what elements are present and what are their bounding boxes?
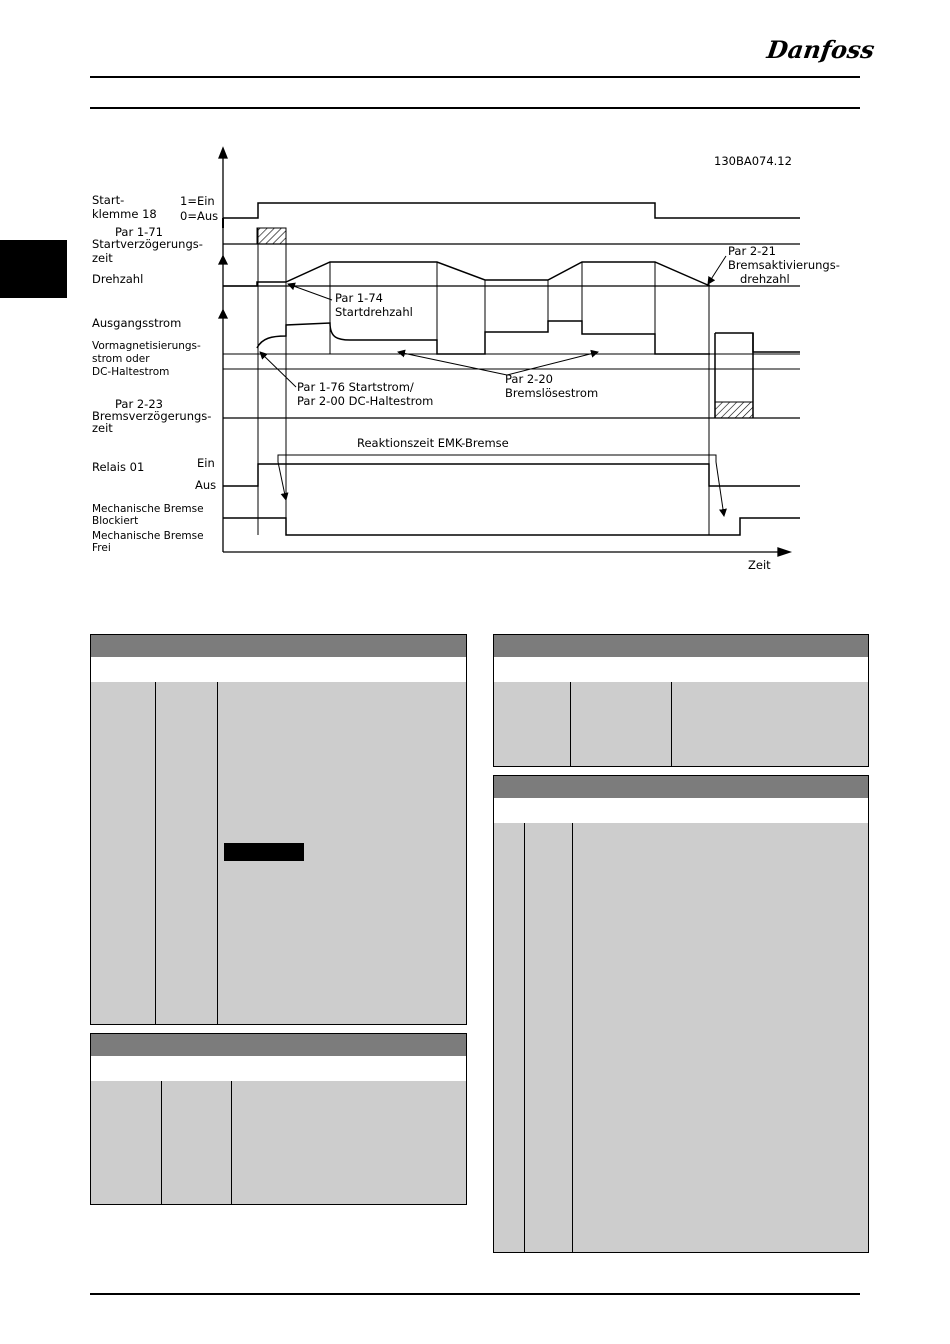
label-par-221b: Bremsaktivierungs- (728, 258, 840, 272)
label-par-174b: Startdrehzahl (335, 305, 413, 319)
param-table-subheader (91, 657, 466, 683)
label-mech-frei-2: Frei (92, 542, 111, 554)
redacted-bar (224, 843, 304, 861)
label-par-221c: drehzahl (740, 272, 790, 286)
label-bremsverz: Bremsverzögerungs- (92, 409, 212, 423)
param-table-right-1 (493, 634, 869, 767)
param-table-body (494, 682, 868, 766)
param-table-header (494, 776, 868, 798)
column-divider (161, 1081, 162, 1204)
footer-rule (90, 1293, 860, 1295)
param-table-body (494, 823, 868, 1252)
label-relais: Relais 01 (92, 460, 145, 474)
label-ein-one: 1=Ein (180, 194, 215, 208)
param-table-left-1 (90, 634, 467, 1025)
column-divider (671, 682, 672, 766)
chapter-tab (0, 240, 67, 298)
param-table-subheader (494, 798, 868, 824)
brake-delay-hatch (715, 402, 753, 418)
column-divider (572, 823, 573, 1252)
figure-id: 130BA074.12 (714, 154, 792, 168)
label-par-176a: Par 1-76 Startstrom/ (297, 380, 414, 394)
label-start-1: Start- (92, 193, 125, 207)
danfoss-logo (765, 30, 877, 70)
column-divider (155, 682, 156, 1024)
label-drehzahl: Drehzahl (92, 272, 144, 286)
column-divider (524, 823, 525, 1252)
axes (219, 148, 790, 556)
header-rule-top (90, 76, 860, 78)
start-delay-hatch (257, 228, 286, 244)
param-table-left-2 (90, 1033, 467, 1205)
label-par-171: Par 1-71 (115, 225, 163, 239)
label-par-220a: Par 2-20 (505, 372, 553, 386)
param-table-header (91, 635, 466, 657)
column-divider (231, 1081, 232, 1204)
speed-trace (223, 262, 800, 286)
relay-trace (223, 455, 800, 535)
label-mech-frei-1: Mechanische Bremse (92, 530, 204, 542)
label-mech-blk-1: Mechanische Bremse (92, 503, 204, 515)
label-reaktion: Reaktionszeit EMK-Bremse (357, 436, 509, 450)
label-par-174a: Par 1-74 (335, 291, 383, 305)
timing-diagram (80, 140, 880, 580)
danfoss-logo-text: Danfoss (765, 35, 877, 64)
label-zeit-axis: Zeit (748, 558, 771, 572)
param-table-subheader (494, 657, 868, 683)
label-mech-blk-2: Blockiert (92, 515, 139, 527)
label-relais-ein: Ein (197, 456, 215, 470)
label-zeit-1: zeit (92, 251, 113, 265)
param-table-header (91, 1034, 466, 1056)
header-rule-bottom (90, 107, 860, 109)
param-table-header (494, 635, 868, 657)
param-table-subheader (91, 1056, 466, 1082)
label-zeit-2: zeit (92, 421, 113, 435)
label-aus-zero: 0=Aus (180, 209, 219, 223)
label-par-221a: Par 2-21 (728, 244, 776, 258)
column-divider (217, 682, 218, 1024)
label-start-2: klemme 18 (92, 207, 157, 221)
param-table-body (91, 1081, 466, 1204)
label-vormag-2: strom oder (92, 353, 150, 365)
start-signal-trace (223, 203, 800, 244)
label-par-223: Par 2-23 (115, 397, 163, 411)
label-vormag-1: Vormagnetisierungs- (92, 340, 201, 352)
label-par-220b: Bremslösestrom (505, 386, 599, 400)
label-relais-aus: Aus (195, 478, 217, 492)
param-table-right-2 (493, 775, 869, 1253)
label-par-176b: Par 2-00 DC-Haltestrom (297, 394, 434, 408)
column-divider (570, 682, 571, 766)
label-startverz: Startverzögerungs- (92, 237, 203, 251)
label-ausgangsstrom: Ausgangsstrom (92, 316, 182, 330)
label-vormag-3: DC-Haltestrom (92, 366, 170, 378)
